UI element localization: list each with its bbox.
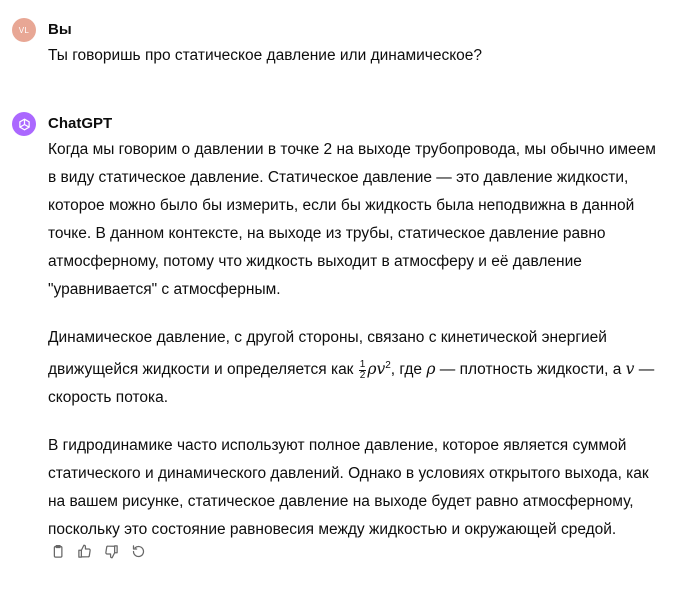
formula-body: ρv <box>367 360 386 379</box>
copy-icon <box>50 544 65 559</box>
paragraph-2-text-before: Динамическое давление, с другой стороны, связано с кинетической энергией движущейся жидкости и определяется как <box>48 329 607 379</box>
paragraph-2-text-middle-1: , где <box>390 361 427 379</box>
assistant-author-name: ChatGPT <box>48 115 113 132</box>
thumbs-down-icon <box>104 544 119 559</box>
assistant-avatar <box>12 112 36 136</box>
paragraph-2-text-middle-2: — плотность жидкости, а <box>435 361 626 379</box>
thumbs-up-icon <box>77 544 92 559</box>
copy-button[interactable] <box>48 542 67 561</box>
formula-fraction <box>359 360 367 381</box>
regenerate-icon <box>131 544 146 559</box>
fraction-numerator: 1 <box>359 358 366 370</box>
user-avatar <box>12 18 36 42</box>
regenerate-button[interactable] <box>129 542 148 561</box>
user-avatar-initials: VL <box>18 25 30 35</box>
assistant-message <box>12 112 681 582</box>
response-paragraph-1: Когда мы говорим о давлении в точке 2 на выходе трубопровода, мы обычно имеем в виду статическое давление. Статическое давление — это давление жидкости, которое можно было бы измерить, если бы жидкость была неподвижна в данной точке. В данном контексте, на выходе из трубы, статическое давление равно атмосферному, потому что жидкость выходит в атмосферу и её давление "уравнивается" с атмосферным. <box>48 141 656 298</box>
v-symbol: v <box>625 360 635 379</box>
thumbs-up-button[interactable] <box>75 542 94 561</box>
user-author-name: Вы <box>48 21 72 38</box>
formula-exponent: 2 <box>385 360 391 371</box>
user-message <box>12 18 681 78</box>
fraction-denominator: 2 <box>359 369 366 381</box>
assistant-message-text <box>48 136 668 564</box>
rho-symbol: ρ <box>426 360 436 379</box>
openai-logo-icon <box>17 117 32 132</box>
message-actions <box>48 542 148 561</box>
user-message-text: Ты говоришь про статическое давление или динамическое? <box>48 47 483 64</box>
paragraph-2-text-after: — скорость потока. <box>48 361 655 407</box>
response-paragraph-2 <box>48 324 668 412</box>
thumbs-down-button[interactable] <box>102 542 121 561</box>
response-paragraph-3: В гидродинамике часто используют полное давление, которое является суммой статического и динамического давлений. Однако в условиях открытого выхода, как на вашем рисунке, статическое давление на выходе будет равно атмосферному, поскольку это состояние равновесия между жидкостью и окружающей средой. <box>48 437 649 539</box>
